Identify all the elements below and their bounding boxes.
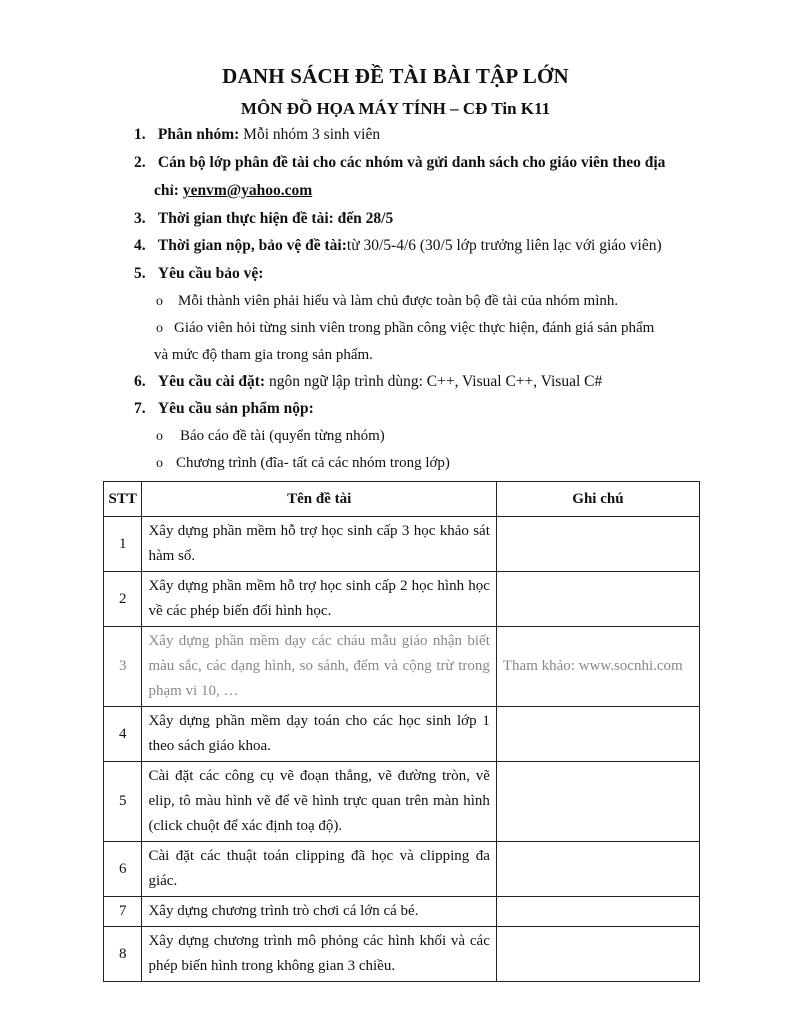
table-row <box>104 707 700 762</box>
item-label: Yêu cầu cài đặt: <box>157 373 266 390</box>
header-topic: Tên đề tài <box>142 482 496 517</box>
deliverable-item: o Báo cáo đề tài (quyển từng nhóm) <box>156 423 385 450</box>
bullet-icon: o <box>156 456 163 471</box>
cell-stt: 2 <box>104 572 142 627</box>
cell-stt: 8 <box>104 927 142 982</box>
table-row <box>104 517 700 572</box>
defense-point-continued: và mức độ tham gia trong sản phẩm. <box>154 347 373 363</box>
header-note: Ghi chú <box>496 482 699 517</box>
cell-stt: 6 <box>104 842 142 897</box>
page-subtitle: MÔN ĐỒ HỌA MÁY TÍNH – CĐ Tin K11 <box>240 99 551 118</box>
cell-note <box>496 572 699 627</box>
cell-topic: Cài đặt các công cụ vẽ đoạn thẳng, vẽ đường tròn, vẽ elip, tô màu hình vẽ để vẽ hình trực quan trên màn hình (click chuột để xác định toạ độ). <box>142 762 496 842</box>
cell-stt: 4 <box>104 707 142 762</box>
item-text: ngôn ngữ lập trình dùng: C++, Visual C++, Visual C# <box>265 373 603 390</box>
cell-stt: 5 <box>104 762 142 842</box>
item-text: đến 28/5 <box>333 210 394 227</box>
item-label: Cán bộ lớp phân đề tài cho các nhóm và gửi danh sách cho giáo viên theo địa <box>157 154 666 171</box>
item-label: Thời gian nộp, bảo vệ đề tài: <box>157 237 347 254</box>
email-link[interactable]: yenvm@yahoo.com <box>182 182 313 199</box>
item-label: Phân nhóm: <box>157 126 240 143</box>
cell-topic: Xây dựng phần mềm hỗ trợ học sinh cấp 2 học hình học về các phép biến đổi hình học. <box>142 572 496 627</box>
item-text: Mỗi nhóm 3 sinh viên <box>239 126 381 143</box>
item-label: chỉ: <box>154 182 183 199</box>
item-number: 1. <box>134 126 146 143</box>
item-assignment-continued <box>154 178 312 204</box>
item-number: 4. <box>134 237 146 254</box>
table-row <box>104 842 700 897</box>
item-number: 7. <box>134 400 146 417</box>
cell-note <box>496 842 699 897</box>
bullet-icon: o <box>156 429 163 444</box>
item-number: 3. <box>134 210 146 227</box>
item-number: 5. <box>134 265 146 282</box>
item-defense-requirements <box>134 261 734 287</box>
cell-note <box>496 897 699 927</box>
table-row <box>104 762 700 842</box>
cell-topic: Xây dựng chương trình mô phỏng các hình khối và các phép biến hình trong không gian 3 chiều. <box>142 927 496 982</box>
table-row <box>104 572 700 627</box>
defense-point: o Giáo viên hỏi từng sinh viên trong phần công việc thực hiện, đánh giá sản phẩm <box>156 315 654 342</box>
cell-stt: 3 <box>104 627 142 707</box>
item-label: Yêu cầu sản phẩm nộp: <box>157 400 314 417</box>
defense-point: o Mỗi thành viên phải hiểu và làm chủ được toàn bộ đề tài của nhóm mình. <box>156 288 618 315</box>
table-row <box>104 897 700 927</box>
cell-note: Tham khảo: www.socnhi.com <box>496 627 699 707</box>
cell-stt: 7 <box>104 897 142 927</box>
item-defense-time <box>134 233 734 259</box>
topics-table <box>103 481 700 982</box>
cell-topic: Xây dựng chương trình trò chơi cá lớn cá bé. <box>142 897 496 927</box>
cell-topic: Xây dựng phần mềm hỗ trợ học sinh cấp 3 học khảo sát hàm số. <box>142 517 496 572</box>
cell-topic: Xây dựng phần mềm dạy toán cho các học sinh lớp 1 theo sách giáo khoa. <box>142 707 496 762</box>
item-label: Thời gian thực hiện đề tài: <box>157 210 334 227</box>
cell-topic: Cài đặt các thuật toán clipping đã học và clipping đa giác. <box>142 842 496 897</box>
cell-note <box>496 517 699 572</box>
table-row <box>104 627 700 707</box>
cell-topic: Xây dựng phần mềm dạy các cháu mẫu giáo nhận biết màu sắc, các dạng hình, so sánh, đếm và cộng trừ trong phạm vi 10, … <box>142 627 496 707</box>
item-number: 2. <box>134 154 146 171</box>
page-title: DANH SÁCH ĐỀ TÀI BÀI TẬP LỚN <box>222 64 569 88</box>
cell-note <box>496 707 699 762</box>
cell-note <box>496 762 699 842</box>
table-header-row <box>104 482 700 517</box>
item-group-size <box>134 122 734 148</box>
item-label: Yêu cầu bảo vệ: <box>157 265 264 282</box>
item-deadline <box>134 206 734 232</box>
item-assignment <box>134 150 734 176</box>
deliverable-item: o Chương trình (đĩa- tất cả các nhóm trong lớp) <box>156 450 450 477</box>
bullet-icon: o <box>156 321 163 336</box>
item-number: 6. <box>134 373 146 390</box>
cell-stt: 1 <box>104 517 142 572</box>
header-stt: STT <box>104 482 142 517</box>
bullet-icon: o <box>156 294 163 309</box>
item-text: từ 30/5-4/6 (30/5 lớp trưởng liên lạc với giáo viên) <box>346 237 662 254</box>
cell-note <box>496 927 699 982</box>
item-implementation <box>134 369 734 395</box>
table-row <box>104 927 700 982</box>
item-deliverables <box>134 396 734 422</box>
